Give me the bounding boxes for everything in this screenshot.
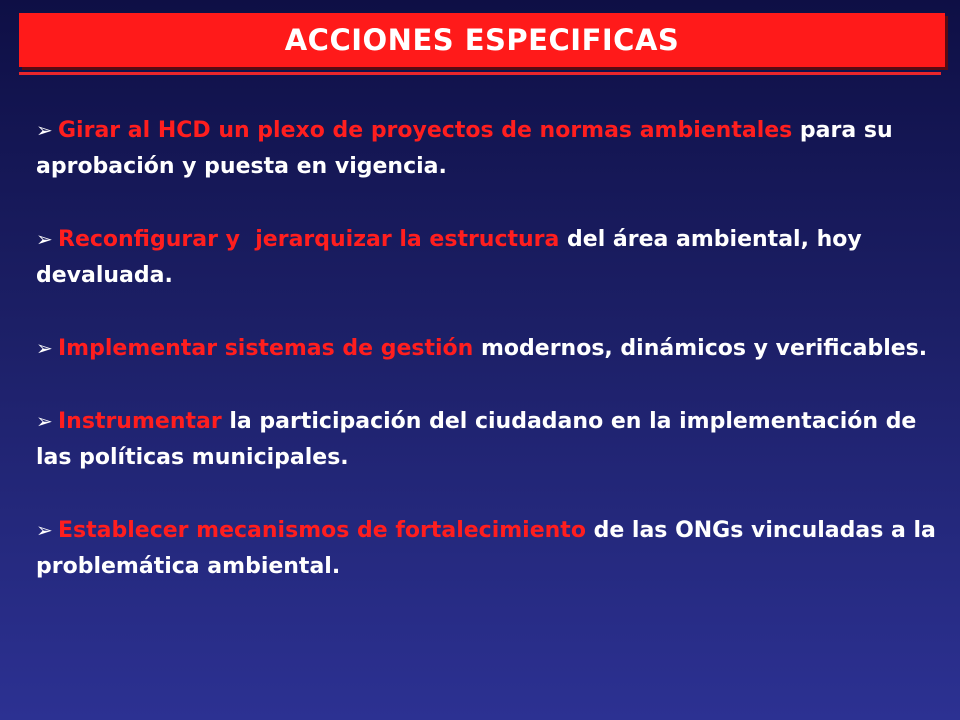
bullet-item [36, 512, 936, 585]
bullet-list [36, 112, 936, 621]
title-bar [19, 13, 945, 67]
bullet-item [36, 330, 936, 367]
title-underline [19, 72, 941, 75]
bullet-highlight: Girar al HCD un plexo de proyectos de normas ambientales [58, 118, 793, 143]
bullet-item [36, 112, 936, 185]
arrow-right-icon: ➢ [36, 409, 53, 433]
bullet-text: modernos, dinámicos y verificables. [473, 336, 928, 361]
bullet-text: del área ambiental, hoy devaluada. [36, 227, 862, 288]
arrow-right-icon: ➢ [36, 227, 53, 251]
bullet-highlight: Establecer mecanismos de fortalecimiento [58, 518, 586, 543]
bullet-text: para su aprobación y puesta en vigencia. [36, 118, 893, 179]
bullet-highlight: Reconfigurar y jerarquizar la estructura [58, 227, 560, 252]
slide-title: ACCIONES ESPECIFICAS [284, 23, 680, 57]
bullet-highlight: Instrumentar [58, 409, 222, 434]
arrow-right-icon: ➢ [36, 518, 53, 542]
bullet-item [36, 221, 936, 294]
bullet-highlight: Implementar sistemas de gestión [58, 336, 474, 361]
bullet-item [36, 403, 936, 476]
bullet-text: de las ONGs vinculadas a la problemática ambiental. [36, 518, 936, 579]
arrow-right-icon: ➢ [36, 118, 53, 142]
bullet-text: la participación del ciudadano en la implementación de las políticas municipales. [36, 409, 917, 470]
arrow-right-icon: ➢ [36, 336, 53, 360]
